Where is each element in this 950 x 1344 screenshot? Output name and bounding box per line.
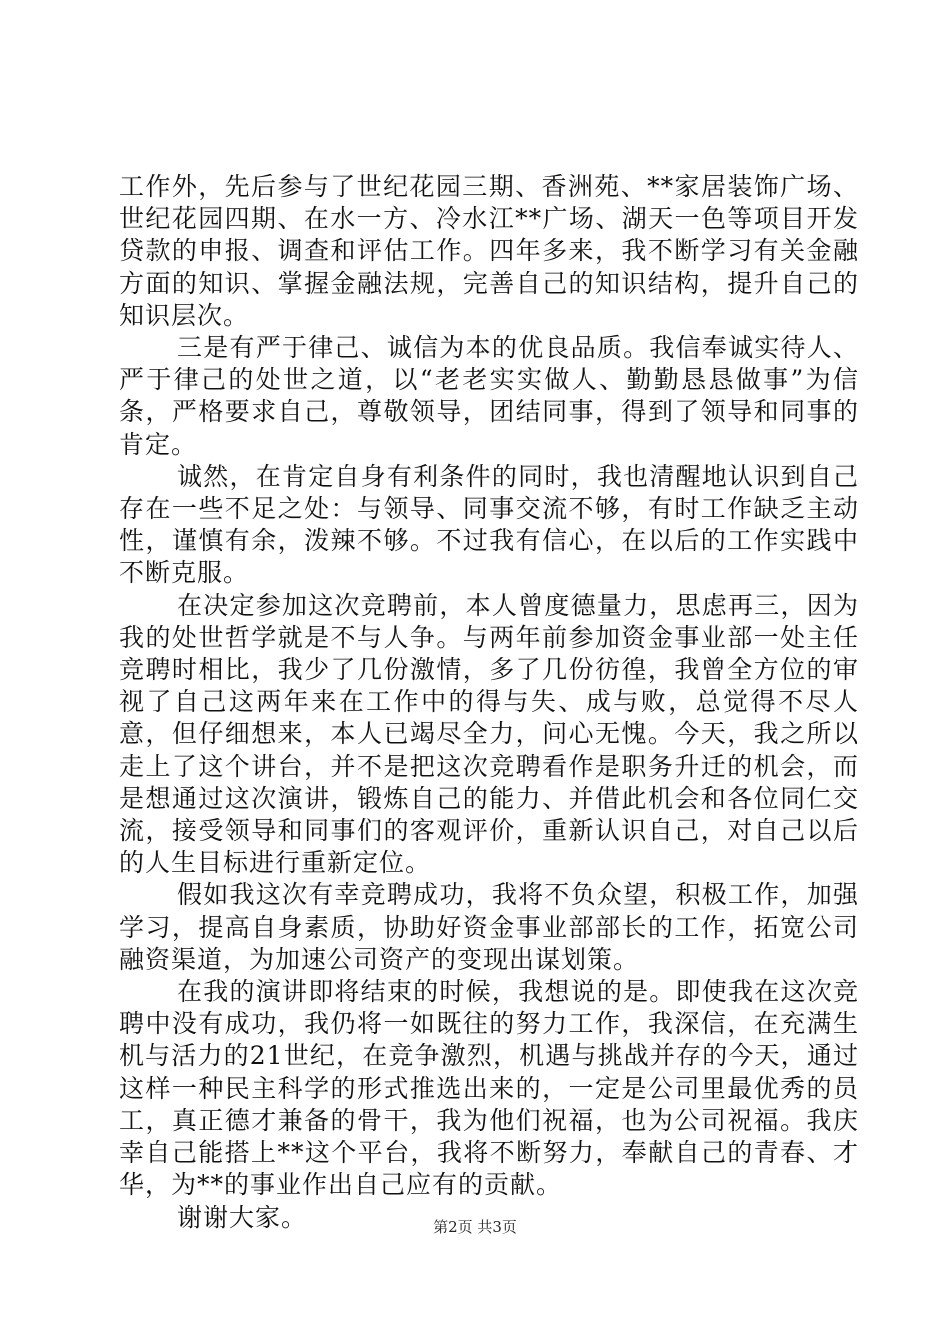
paragraph-3: 诚然，在肯定自身有利条件的同时，我也清醒地认识到自己存在一些不足之处：与领导、同事交流不够，有时工作缺乏主动性，谨慎有余，泼辣不够。不过我有信心，在以后的工作实践中不断克服。 — [119, 461, 859, 588]
paragraph-7: 谢谢大家。 — [177, 1202, 308, 1232]
paragraph-6: 在我的演讲即将结束的时候，我想说的是。即使我在这次竞聘中没有成功，我仍将一如既往的努力工作，我深信，在充满生机与活力的21世纪，在竞争激烈，机遇与挑战并存的今天，通过这样一种民主科学的形式推选出来的，一定是公司里最优秀的员工，真正德才兼备的骨干，我为他们祝福，也为公司祝福。我庆幸自己能搭上**这个平台，我将不断努力，奉献自己的青春、才华，为**的事业作出自己应有的贡献。 — [119, 977, 859, 1200]
paragraph-4: 在决定参加这次竞聘前，本人曾度德量力，思虑再三，因为我的处世哲学就是不与人争。与两年前参加资金事业部一处主任竞聘时相比，我少了几份激情，多了几份彷徨，我曾全方位的审视了自己这两年来在工作中的得与失、成与败，总觉得不尽人意，但仔细想来，本人已竭尽全力，问心无愧。今天，我之所以走上了这个讲台，并不是把这次竞聘看作是职务升迁的机会，而是想通过这次演讲，锻炼自己的能力、并借此机会和各位同仁交流，接受领导和同事们的客观评价，重新认识自己，对自己以后的人生目标进行重新定位。 — [119, 590, 859, 878]
paragraph-5: 假如我这次有幸竞聘成功，我将不负众望，积极工作，加强学习，提高自身素质，协助好资金事业部部长的工作，拓宽公司融资渠道，为加速公司资产的变现出谋划策。 — [119, 880, 859, 974]
paragraph-2: 三是有严于律己、诚信为本的优良品质。我信奉诚实待人、严于律己的处世之道，以“老老实实做人、勤勤恳恳做事”为信条，严格要求自己，尊敬领导，团结同事，得到了领导和同事的肯定。 — [119, 333, 859, 459]
page-footer: 第2页 共3页 — [433, 1218, 517, 1236]
paragraph-1: 工作外，先后参与了世纪花园三期、香洲苑、**家居装饰广场、世纪花园四期、在水一方、冷水江**广场、湖天一色等项目开发贷款的申报、调查和评估工作。四年多来，我不断学习有关金融方面的知识、掌握金融法规，完善自己的知识结构，提升自己的知识层次。 — [119, 172, 859, 330]
document-body — [119, 171, 859, 1234]
